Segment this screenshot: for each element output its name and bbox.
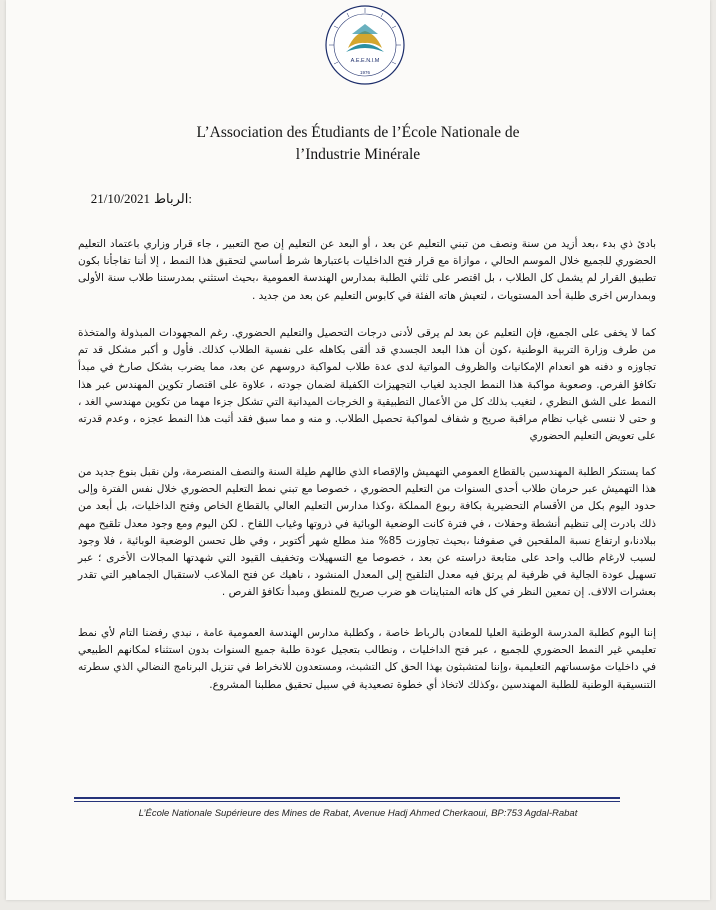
footer-rule-thick — [74, 797, 620, 799]
seal-year: 1976 — [359, 70, 371, 75]
association-seal-icon — [324, 4, 406, 86]
date-value: 21/10/2021 — [90, 191, 151, 206]
title-line-2: l’Industrie Minérale — [295, 146, 421, 163]
paragraph-1: بادئ ذي بدء ،بعد أزيد من سنة ونصف من تبني التعليم عن بعد ، أو البعد عن التعليم إن صح التعبير ، جاء قرار وزاري باعتماد التعليم الحضوري للجميع خلال الموسم الحالي ، موازاة مع قرار فتح الداخليات باعتبارها شرط أساسي لتحقيق هذا النمط ، إلا أننا تفاجأنا بكون تطبيق القرار لم يشمل كل الطلاب ، بل اقتصر على ثلثي الطلبة بمدارس الهندسة العمومية ،بحيث استثني بمدرستنا طلاب سنة الأولى وبمدارس اخرى طلبة أحد المستويات ، لتعيش هاته الفئة في كابوس التعليم عن بعد من جديد . — [78, 238, 656, 302]
letter-page — [6, 0, 710, 900]
footer-address: L’École Nationale Supérieure des Mines de Rabat, Avenue Hadj Ahmed Cherkaoui, BP:753 Agdal-Rabat — [138, 808, 578, 819]
paragraph-3: كما يستنكر الطلبة المهندسين بالقطاع العمومي التهميش والإقصاء الذي طالهم طيلة السنة والنصف المنصرمة، ولن نقبل بنوع جديد من هذا التهميش عبر حرمان طلاب أحدى السنوات من التعليم الحضوري ، خصوصا مع تبني نمط التعليم الحضوري خلال نفس الفترة وإلى حدود اليوم بكل من الأقسام التحضيرية بكافة ربوع المملكة ،وكذا مدارس التعليم العالي بالقطاع الخاص وفتح الداخليات، بل أبعد من ذلك بادرت إلى تنظيم أنشطة وحفلات ، في فترة كانت الوضعية الوبائية في ذروتها وغياب اللقاح . لكن اليوم ومع وجود معدل تلقيح مهم ببلادنا،و ارتفاع نسبة الملقحين في صفوفنا ،بحيث تجاوزت 85% منذ مطلع شهر أكتوبر ، وفي ظل تحسن الوضعية الوبائية ، فلا وجود لسبب لارغام طالب واحد على متابعة دراسته عن بعد ، خصوصا مع التسهيلات وتخفيف القيود التي شهدتها المجالات الأخرى ؛ عبر تسهيل عودة الجالية في ظرفية لم يرتق فيه معدل التلقيح إلى المعدل المنشود ، ناهيك عن فتح الملاعب لاستقبال الجماهير التي تقدر بعشرات الالاف. إن تمعين النظر في كل هاته المتباينات هو ضرب صريح للمنطق ومبدأ تكافؤ الفرص . — [77, 466, 657, 599]
page-title — [6, 122, 710, 166]
seal-text: A.E.E.N.I.M — [350, 58, 380, 64]
paragraph-4: إننا اليوم كطلبة المدرسة الوطنية العليا للمعادن بالرباط خاصة ، وكطلبة مدارس الهندسة العمومية عامة ، نبدي رفضنا التام لأي نمط تعليمي غير النمط الحضوري للجميع ، عبر فتح الداخليات ، ونطالب بتعجيل عودة طلبة جميع السنوات بدون استثناء لمكانهم الطبيعي في داخليات مؤسساتهم التعليمية ،وإننا لمتشبثون بهذا الحق كل التشبث، ومستعدون للانخراط في تنزيل البرنامج النضالي الذي سطرته التنسيقية الوطنية للطلبة المهندسين ،وكذلك لاتخاذ أي خطوة تصعيدية في سبيل تحقيق مطلبنا المشروع. — [78, 627, 656, 691]
footer-rule-thin — [74, 801, 620, 802]
dateline — [87, 191, 192, 207]
title-line-1: L’Association des Étudiants de l’École Nationale de — [196, 124, 520, 141]
paragraph-2: كما لا يخفى على الجميع، فإن التعليم عن بعد لم يرقى لأدنى درجات التحصيل والتعليم الحضوري. رغم المجهودات المبذولة والمتخذة من طرف وزارة التربية الوطنية ،كون أن هذا البعد الجسدي قد ألقى بكاهله على نفسية الطلاب كذلك. فأول و أكبر مشكل قد تم تجاوزه و دفنه هو انعدام الإمكانيات والظروف المواتية لدى عدة طلاب لمواكبة دروسهم عن بعد، مما يضرب بشكل صارخ في مبدأ تكافؤ الفرص. وصعوبة مواكبة هذا النمط الجديد لغياب التجهيزات الكفيلة لضمان جودته ، علاوة على اقتصار تكوين المهندس عبر هذا النمط على الشق النظري ، لتغيب بذلك كل من الأعمال التطبيقية و الخرجات الميدانية التي تشكل جزءا مهما من تكوين مهندسي الغد ، و حتى لا ننسى غياب نظام مراقبة صريح و شفاف لمواكبة تحصيل الطلاب. و منه و مما سبق فقد أثبت هذا النمط عجزه ، وعدم قدرته على تعويض التعليم الحضوري — [78, 327, 656, 443]
place-label: الرباط: — [154, 191, 192, 206]
